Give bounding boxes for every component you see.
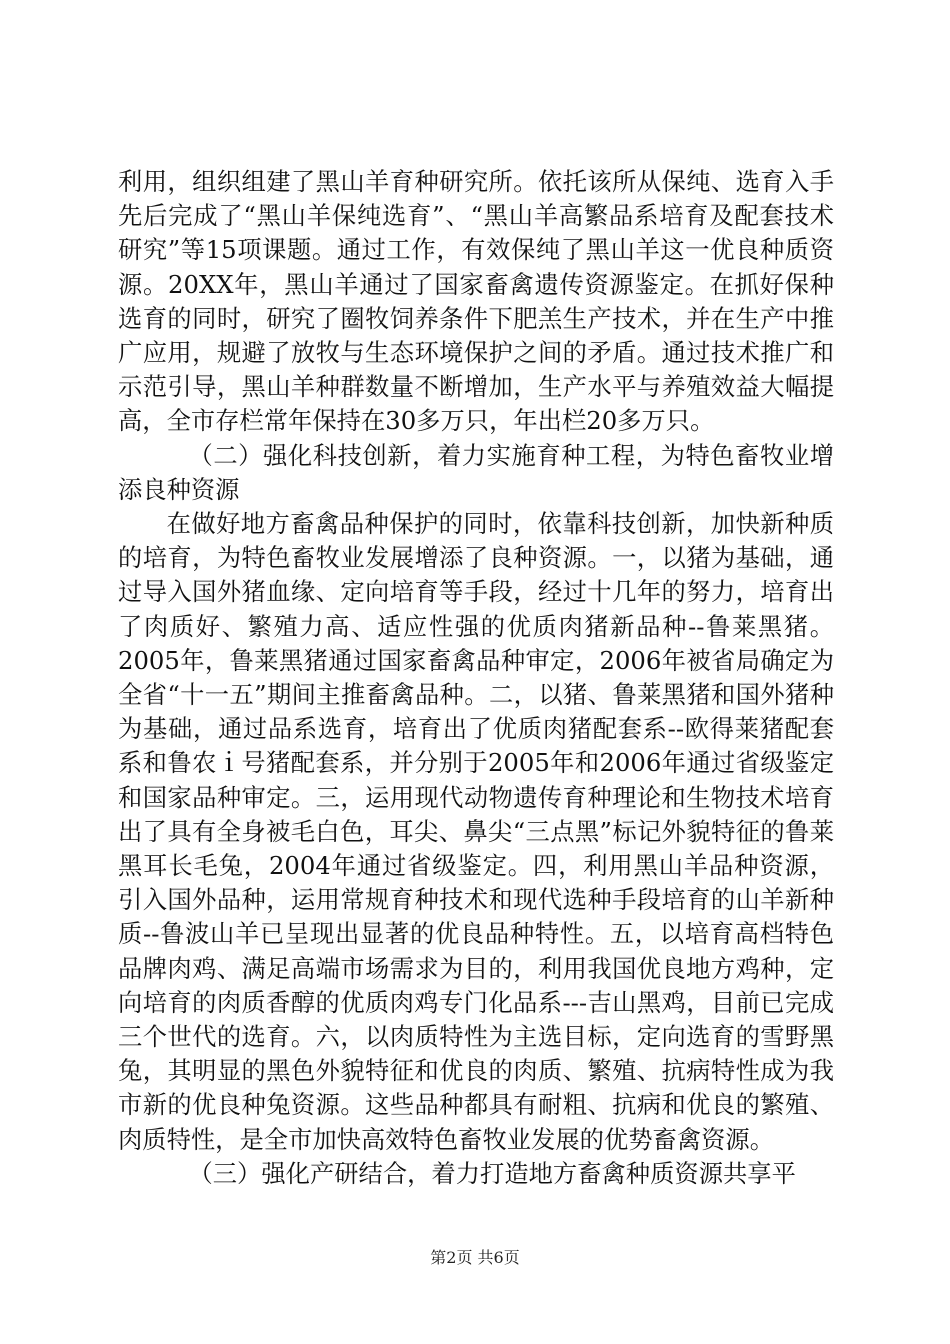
body-paragraph: 在做好地方畜禽品种保护的同时，依靠科技创新，加快新种质的培育，为特色畜牧业发展增添了良种资源。一，以猪为基础，通过导入国外猪血缘、定向培育等手段，经过十几年的努力，培育出了肉质好、繁殖力高、适应性强的优质肉猪新品种--鲁莱黑猪。2005年，鲁莱黑猪通过国家畜禽品种审定，2006年被省局确定为全省“十一五”期间主推畜禽品种。二，以猪、鲁莱黑猪和国外猪种为基础，通过品系选育，培育出了优质肉猪配套系--欧得莱猪配套系和鲁农ｉ号猪配套系，并分别于2005年和2006年通过省级鉴定和国家品种审定。三，运用现代动物遗传育种理论和生物技术培育出了具有全身被毛白色，耳尖、鼻尖“三点黑”标记外貌特征的鲁莱黑耳长毛兔，2004年通过省级鉴定。四，利用黑山羊品种资源，引入国外品种，运用常规育种技术和现代选种手段培育的山羊新种质--鲁波山羊已呈现出显著的优良品种特性。五，以培育高档特色品牌肉鸡、满足高端市场需求为目的，利用我国优良地方鸡种，定向培育的肉质香醇的优质肉鸡专门化品系---吉山黑鸡，目前已完成三个世代的选育。六，以肉质特性为主选目标，定向选育的雪野黑兔，其明显的黑色外貌特征和优良的肉质、繁殖、抗病特性成为我市新的优良种兔资源。这些品种都具有耐粗、抗病和优良的繁殖、肉质特性，是全市加快高效特色畜牧业发展的优势畜禽资源。	[118, 509, 834, 1154]
section-heading: （三）强化产研结合，着力打造地方畜禽种质资源共享平	[188, 1158, 796, 1188]
body-paragraph: 利用，组织组建了黑山羊育种研究所。依托该所从保纯、选育入手先后完成了“黑山羊保纯选育”、“黑山羊高繁品系培育及配套技术研究”等15项课题。通过工作，有效保纯了黑山羊这一优良种质资源。20XX年，黑山羊通过了国家畜禽遗传资源鉴定。在抓好保种选育的同时，研究了圈牧饲养条件下肥羔生产技术，并在生产中推广应用，规避了放牧与生态环境保护之间的矛盾。通过技术推广和示范引导，黑山羊种群数量不断增加，生产水平与养殖效益大幅提高，全市存栏常年保持在30多万只，年出栏20多万只。	[118, 167, 834, 436]
page-footer: 第2页 共6页	[430, 1248, 520, 1267]
document-body	[118, 165, 834, 1191]
section-heading: （二）强化科技创新，着力实施育种工程，为特色畜牧业增添良种资源	[118, 440, 834, 504]
